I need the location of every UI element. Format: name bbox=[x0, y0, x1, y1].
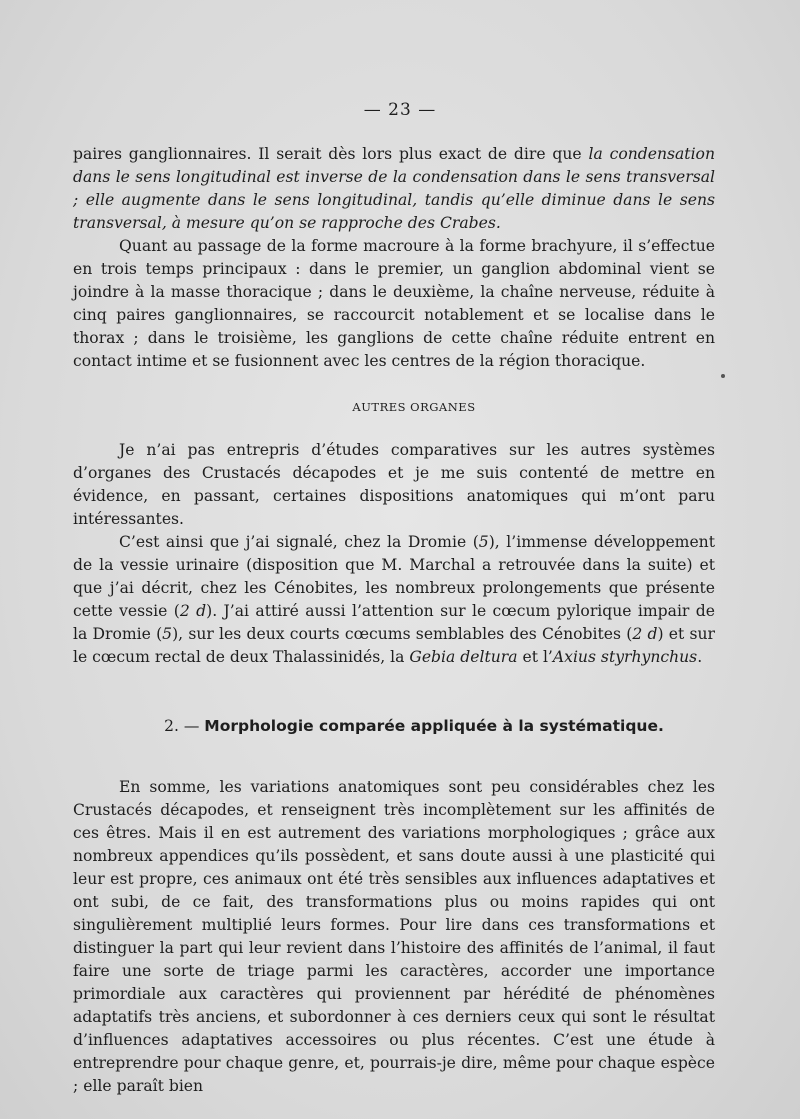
text-run: . bbox=[697, 648, 703, 666]
reference: 5 bbox=[478, 533, 489, 551]
paragraph-en-somme: En somme, les variations anatomiques sont peu considérables chez les Crustacés décapodes, et renseignent très incomplètement sur les affinités de ces êtres. Mais il en est autrement des variations morphologiques ; grâce aux nombreux appendices qu’ils possèdent, et sans doute aussi à une plasticité qui leur est propre, ces animaux ont été très sensibles aux influences adaptatives et ont subi, de ce fait, des transformations plus ou moins rapides qui ont singulièrement multiplié leurs formes. Pour lire dans ces transformations et distinguer la part qui leur revient dans l’histoire des affinités de l’animal, il faut faire une sorte de triage parmi les caractères, accorder une importance primordiale aux caractères qui proviennent par hérédité de phénomènes adaptatifs très anciens, et subordonner à ces derniers ceux qui sont le résultat d’influences adaptatives accessoires ou plus récentes. C’est une étude à entreprendre pour chaque genre, et, pourrais-je dire, même pour chaque espèce ; elle paraît bien bbox=[73, 778, 715, 1095]
species-name: Axius styrhynchus bbox=[552, 648, 698, 666]
paragraph-dromie bbox=[73, 531, 715, 669]
text-run: ) et sur le cœcum rectal de deux Thalassinidés, la bbox=[73, 625, 715, 666]
ink-speck bbox=[721, 374, 725, 378]
page-text bbox=[73, 143, 715, 1098]
paragraph-condensation bbox=[73, 143, 715, 235]
text-run: et l’ bbox=[517, 648, 553, 666]
italic-run: la condensation dans le sens longitudinal est inverse de la condensation dans le sens transversal ; elle augmente dans le sens longitudinal, tandis qu’elle diminue dans le sens transversal, à mesure qu’on se rapproche des Crabes. bbox=[73, 145, 715, 232]
reference: 5 bbox=[162, 625, 173, 643]
reference: 2 d bbox=[632, 625, 658, 643]
text-run: ), l’immense développement de la vessie urinaire (disposition que M. Marchal a retrouvée dans la suite) et que j’ai décrit, chez les Cénobites, les nombreux prolongements que présente cette vessie ( bbox=[73, 533, 715, 620]
heading-autres-organes: AUTRES ORGANES bbox=[352, 400, 476, 414]
paragraph-passage-forme: Quant au passage de la forme macroure à la forme brachyure, il s’effectue en trois temps principaux : dans le premier, un ganglion abdominal vient se joindre à la masse thoracique ; dans le deuxième, la chaîne nerveuse, réduite à cinq paires ganglionnaires, se raccourcit notablement et se localise dans le thorax ; dans le troisième, les ganglions de cette chaîne réduite entrent en contact intime et se fusionnent avec les centres de la région thoracique. bbox=[73, 237, 715, 370]
section-number: 2. — bbox=[164, 717, 205, 735]
text-run: ), sur les deux courts cœcums semblables des Cénobites ( bbox=[172, 625, 633, 643]
section-title-text: Morphologie comparée appliquée à la systématique. bbox=[204, 717, 664, 735]
page-number: — 23 — bbox=[363, 100, 437, 120]
species-name: Gebia deltura bbox=[409, 648, 518, 666]
paragraph-etudes-comparatives: Je n’ai pas entrepris d’études comparatives sur les autres systèmes d’organes des Crustacés décapodes et je me suis contenté de mettre en évidence, en passant, certaines dispositions anatomiques qui m’ont paru intéressantes. bbox=[73, 441, 715, 528]
reference: 2 d bbox=[179, 602, 207, 620]
section-title bbox=[73, 715, 715, 738]
text-run: C’est ainsi que j’ai signalé, chez la Dromie ( bbox=[119, 533, 479, 551]
text-run: ). J’ai attiré aussi l’attention sur le cœcum pylorique impair de la Dromie ( bbox=[73, 602, 715, 643]
text-run: paires ganglionnaires. Il serait dès lors plus exact de dire que bbox=[73, 145, 589, 163]
